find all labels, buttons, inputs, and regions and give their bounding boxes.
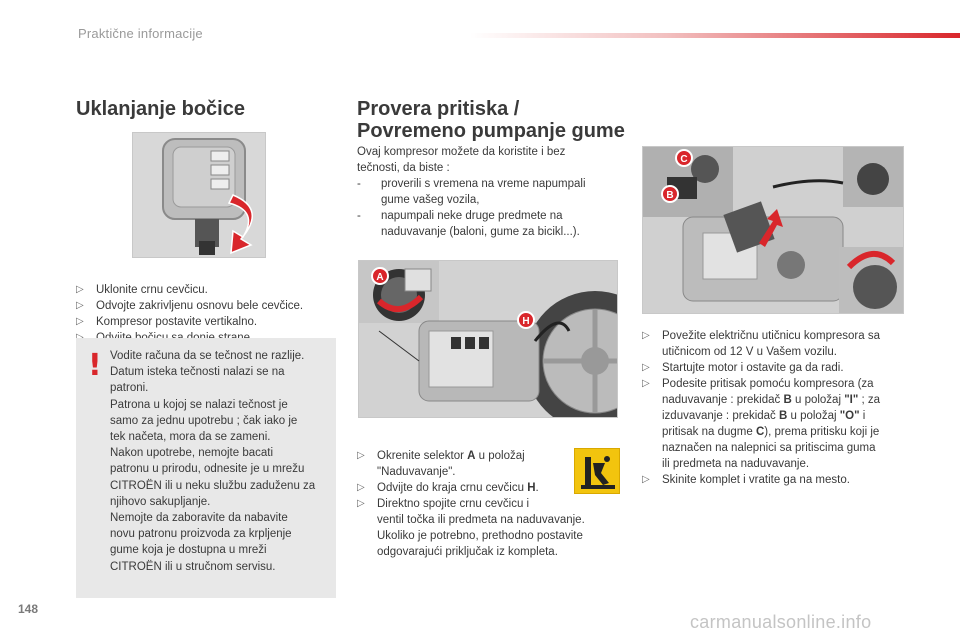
arrow-bullet-icon: ▷ [357, 450, 365, 461]
list-item: ▷ Skinite komplet i vratite ga na mesto. [642, 474, 850, 486]
arrow-bullet-icon: ▷ [76, 300, 84, 311]
arrow-bullet-icon: ▷ [642, 330, 650, 341]
callout-h: H [517, 311, 535, 329]
arrow-bullet-icon: ▷ [642, 378, 650, 389]
list-item: ▷ Povežite električnu utičnicu kompresora sa utičnicom od 12 V u Vašem vozilu. [642, 330, 880, 358]
section-title-bottle-removal: Uklanjanje bočice [76, 98, 245, 120]
warning-box [76, 338, 336, 598]
page-number: 148 [18, 602, 39, 616]
list-item: - proverili s vremena na vreme napumpali gume vašeg vozila, [357, 178, 586, 206]
bottle-removal-steps [76, 282, 336, 346]
list-item: ▷ Uklonite crnu cevčicu. [76, 284, 208, 296]
callout-c: C [675, 149, 693, 167]
list-item: ▷ Odvijte do kraja crnu cevčicu H. [357, 482, 539, 494]
callout-b: B [661, 185, 679, 203]
warning-exclamation-icon: ! [88, 348, 102, 383]
list-item: ▷ Okrenite selektor A u položaj "Naduvavanje". [357, 450, 525, 478]
arrow-bullet-icon: ▷ [642, 362, 650, 373]
list-item: ▷ Direktno spojite crnu cevčicu i ventil točka ili predmeta na naduvavanje. Ukoliko je potrebno, prethodno postavite odgovarajući priključak iz kompleta. [357, 498, 585, 558]
compressor-on-wheel-illustration [358, 260, 618, 418]
callout-a: A [371, 267, 389, 285]
bottle-removal-illustration [132, 132, 266, 258]
arrow-bullet-icon: ▷ [76, 284, 84, 295]
list-item: ▷ Podesite pritisak pomoću kompresora (za naduvavanje : prekidač B u položaj "I" ; za izduvavanje : prekidač B u položaj "O" i pritisak na dugme C), prema pritisku koji je naznačen na nalepnici sa pritiscima guma ili predmeta na naduvavanje. [642, 378, 881, 470]
compressor-connection-illustration [642, 146, 904, 314]
watermark: carmanualsonline.info [690, 612, 872, 632]
list-item: ▷ Startujte motor i ostavite ga da radi. [642, 362, 844, 374]
list-item: - napumpali neke druge predmete na naduvavanje (baloni, gume za bicikl...). [357, 210, 580, 238]
jack-warning-icon [574, 448, 620, 494]
arrow-bullet-icon: ▷ [76, 316, 84, 327]
compressor-operation-steps [642, 328, 912, 488]
intro-paragraph: Ovaj kompresor možete da koristite i bez tečnosti, da biste : [357, 146, 566, 174]
section-title-pressure-check: Provera pritiska / Povremeno pumpanje gume [357, 98, 625, 142]
list-item: ▷ Kompresor postavite vertikalno. [76, 316, 258, 328]
arrow-bullet-icon: ▷ [357, 482, 365, 493]
header-accent-bar [470, 33, 960, 38]
arrow-bullet-icon: ▷ [642, 474, 650, 485]
arrow-bullet-icon: ▷ [357, 498, 365, 509]
page-header-title: Praktične informacije [78, 26, 203, 41]
list-item: ▷ Odvojte zakrivljenu osnovu bele cevčice. [76, 300, 304, 312]
use-cases-list [357, 176, 627, 240]
warning-text: Vodite računa da se tečnost ne razlije. Datum isteka tečnosti nalazi se na patroni. Patrona u kojoj se nalazi tečnost je samo za jednu upotrebu ; čak iako je tek načeta, mora da se zameni. Nakon upotrebe, nemojte bacati patronu u prirodu, odnesite je u mrežu CITROËN ili u neku službu zaduženu za njihovo sakupljanje. Nemojte da zaboravite da nabavite novu patronu proizvoda za krpljenje gume koja je dostupna u mreži CITROËN ili u stručnom servisu. [110, 350, 316, 573]
